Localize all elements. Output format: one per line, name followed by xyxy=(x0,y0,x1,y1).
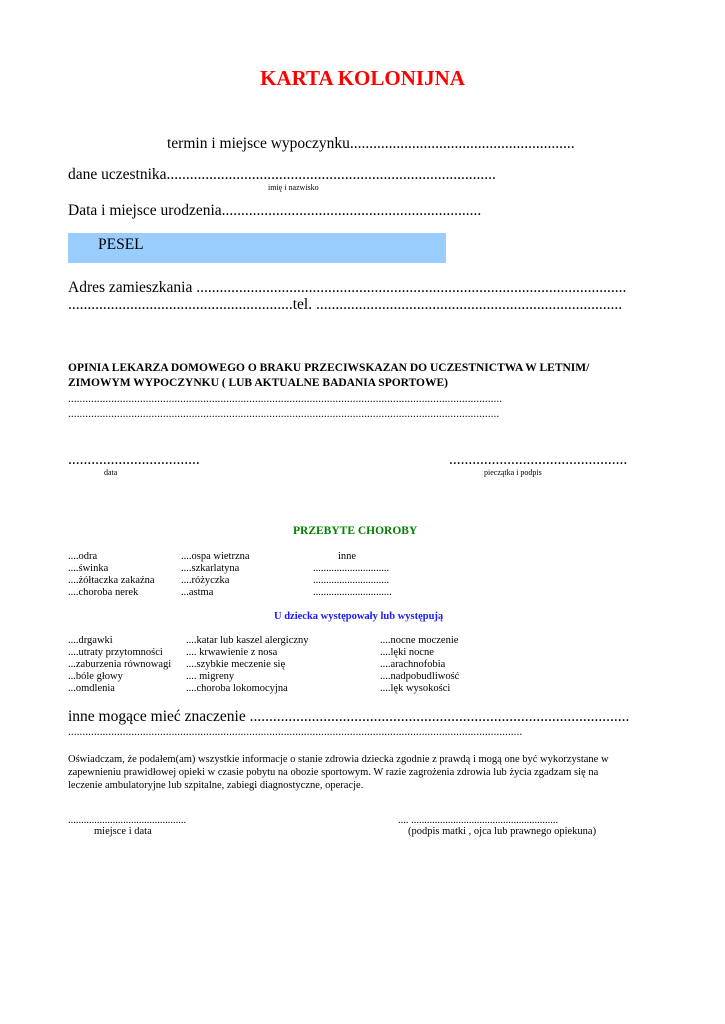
dziecko-item: ...bóle głowy xyxy=(68,671,123,682)
dziecko-item: ....utraty przytomności xyxy=(68,647,163,658)
przebyte-item: ....szkarlatyna xyxy=(181,563,240,574)
opinia-line-1[interactable]: ....................................................................................................................................................... xyxy=(68,393,503,405)
oswiadczam-line: Oświadczam, że podałem(am) wszystkie informacje o stanie zdrowia dziecka zgodnie z prawdą i mogą one być wykorzystane w xyxy=(68,754,609,765)
data-label: data xyxy=(104,468,118,477)
przebyte-choroby-heading: PRZEBYTE CHOROBY xyxy=(293,525,418,537)
dziecko-item: ....szybkie meczenie się xyxy=(186,659,286,670)
przebyte-item: ....świnka xyxy=(68,563,109,574)
oswiadczam-line: zapewnieniu prawidłowej opieki w czasie pobytu na obozie sportowym. W razie zagrożenia zdrowia lub życia zgadzam się na xyxy=(68,767,599,778)
podpis-matki-dots[interactable]: .... ........................................................ xyxy=(398,815,559,826)
dziecko-item: ...zaburzenia równowagi xyxy=(68,659,172,670)
dziecko-heading: U dziecka występowały lub występują xyxy=(274,611,444,622)
przebyte-item: ....różyczka xyxy=(181,575,230,586)
dziecko-item: ....arachnofobia xyxy=(380,659,446,670)
dziecko-item: ....nocne moczenie xyxy=(380,635,459,646)
urodzenie-field[interactable]: Data i miejsce urodzenia................................................................... xyxy=(68,202,482,219)
opinia-line-2[interactable]: ...................................................................................................................................................... xyxy=(68,408,500,420)
dziecko-item: ....lęk wysokości xyxy=(380,683,451,694)
dziecko-item: ....katar lub kaszel alergiczny xyxy=(186,635,309,646)
podpis-dots[interactable]: .............................................. xyxy=(449,451,628,468)
przebyte-item: ...astma xyxy=(181,587,214,598)
inne-mogace-field[interactable]: inne mogące mieć znaczenie .................................................................................................. xyxy=(68,708,630,725)
form-title: KARTA KOLONIJNA xyxy=(260,66,465,90)
przebyte-item: ....choroba nerek xyxy=(68,587,139,598)
inne-label: inne xyxy=(338,551,357,562)
dziecko-item: ....nadpobudliwość xyxy=(380,671,460,682)
opinia-heading-line1: OPINIA LEKARZA DOMOWEGO O BRAKU PRZECIWSKAZAN DO UCZESTNICTWA W LETNIM/ xyxy=(68,362,590,374)
podpis-matki-label: (podpis matki , ojca lub prawnego opiekuna) xyxy=(408,826,597,837)
miejsce-label: miejsce i data xyxy=(94,826,152,837)
oswiadczam-line: leczenie ambulatoryjne lub szpitalne, zabiegi diagnostyczne, operacje. xyxy=(68,780,364,791)
dane-uczestnika-field[interactable]: dane uczestnika..................................................................................... xyxy=(68,166,496,183)
adres-field[interactable]: Adres zamieszkania ............................................................................................................... xyxy=(68,279,627,296)
miejsce-dots[interactable]: ............................................. xyxy=(68,815,187,826)
inne-mogace-line[interactable]: .............................................................................................................................................................. xyxy=(68,726,523,738)
przebyte-item: ....żółtaczka zakaźna xyxy=(68,575,155,586)
pieczatka-label: pieczątka i podpis xyxy=(484,468,542,477)
pesel-label: PESEL xyxy=(98,236,144,253)
dziecko-item: ....lęki nocne xyxy=(380,647,434,658)
adres-tel-field[interactable]: ..........................................................tel. ............................................................................... xyxy=(68,296,623,313)
przebyte-item: ....ospa wietrzna xyxy=(181,551,250,562)
dziecko-item: ....drgawki xyxy=(68,635,113,646)
przebyte-item: ....odra xyxy=(68,551,98,562)
dziecko-item: .... migreny xyxy=(186,671,235,682)
dziecko-item: .... krwawienie z nosa xyxy=(186,647,278,658)
dziecko-item: ...omdlenia xyxy=(68,683,115,694)
data-dots[interactable]: .................................. xyxy=(68,451,200,468)
dziecko-item: ....choroba lokomocyjna xyxy=(186,683,288,694)
inne-line[interactable]: .............................. xyxy=(313,587,392,598)
dane-sublabel: imię i nazwisko xyxy=(268,183,319,192)
termin-field[interactable]: termin i miejsce wypoczynku.......................................................... xyxy=(167,135,575,152)
inne-line[interactable]: ............................. xyxy=(313,575,390,586)
inne-line[interactable]: ............................. xyxy=(313,563,390,574)
opinia-heading-line2: ZIMOWYM WYPOCZYNKU ( LUB AKTUALNE BADANIA SPORTOWE) xyxy=(68,377,448,389)
